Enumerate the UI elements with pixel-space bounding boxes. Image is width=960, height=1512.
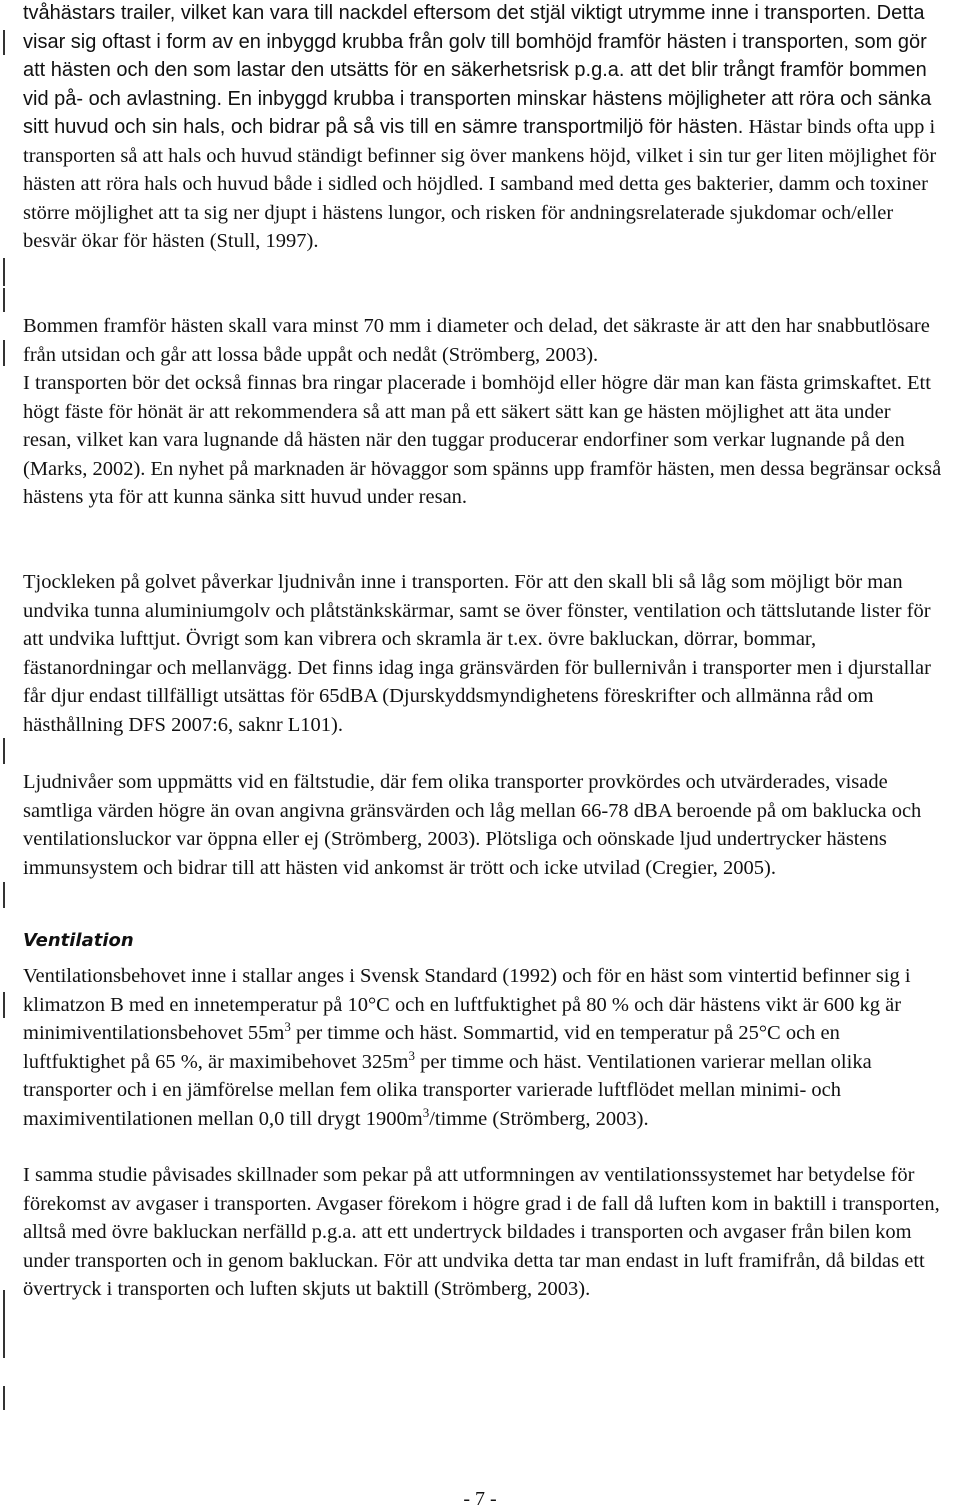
change-bar — [3, 30, 5, 55]
paragraph-crib — [23, 0, 943, 256]
page-number: - 7 - — [463, 1488, 497, 1510]
change-bar — [3, 992, 5, 1018]
change-bar — [3, 258, 5, 286]
change-bar — [3, 340, 5, 366]
change-bar — [3, 1386, 5, 1410]
change-bar — [3, 288, 5, 312]
ventilation-text-3: per timme och häst. Ventilationen varierar mellan olika transporter och i en jämförelse mellan fem olika transporter varierade luftflödet mellan minimi- och maximiventilationen mellan 0,0 till drygt 1900m — [23, 1050, 872, 1130]
paragraph-crib-sans: tvåhästars trailer, vilket kan vara till nackdel eftersom det stjäl viktigt utrymme inne i transporten. Detta visar sig oftast i form av en inbyggd krubba från golv till bomhöjd framför hästen i transporten, som gör att hästen och den som lastar den utsätts för en säkerhetsrisk p.g.a. att det blir trångt framför bommen vid på- och avlastning. En inbyggd krubba i transporten minskar hästens möjligheter att röra och sänka sitt huvud och sin hals, och bidrar på så vis till en sämre transportmiljö för hästen. — [23, 2, 932, 138]
ventilation-text-4: /timme (Strömberg, 2003). — [429, 1107, 649, 1130]
paragraph-bar: Bommen framför hästen skall vara minst 70 mm i diameter och delad, det säkraste är att den har snabbutlösare från utsidan och går att lossa både uppåt och nedåt (Strömberg, 2003). — [23, 315, 930, 366]
paragraph-noise-study: Ljudnivåer som uppmätts vid en fältstudie, där fem olika transporter provkördes och utvärderades, visade samtliga värden högre än ovan angivna gränsvärden och låg mellan 66-78 dBA beroende på om baklucka och ventilationsluckor var öppna eller ej (Strömberg, 2003). Plötsliga och oönskade ljud undertrycker hästens immunsystem och bidrar till att hästen vid ankomst är trött och icke utvilad (Cregier, 2005). — [23, 771, 922, 879]
ventilation-text-1: Ventilationsbehovet inne i stallar anges i Svensk Standard (1992) och för en häst som vintertid befinner sig i klimatzon B med en innetemperatur på 10°C och en luftfuktighet på 80 % och där hästens vikt är 600 kg är minimiventilationsbehovet 55m — [23, 965, 911, 1044]
section-heading-ventilation: Ventilation — [23, 930, 134, 951]
paragraph-ventilation-need — [23, 962, 943, 1133]
superscript: 3 — [284, 1019, 291, 1034]
change-bar — [3, 882, 5, 908]
superscript: 3 — [422, 1104, 430, 1120]
paragraph-floor-noise: Tjockleken på golvet påverkar ljudnivån inne i transporten. För att den skall bli så låg som möjligt bör man undvika tunna aluminiumgolv och plåtstänkskärmar, samt se över fönster, ventilation och tättslutande lister för att undvika lufttjut. Övrigt som kan vibrera och skramla är t.ex. övre bakluckan, dörrar, bommar, fästanordningar och mellanvägg. Det finns idag inga gränsvärden för bullernivån i transporter men i djurstallar får djur endast tillfälligt utsättas för 65dBA (Djurskyddsmyndighetens föreskrifter och allmänna råd om hästhållning DFS 2007:6, saknr L101). — [23, 571, 931, 736]
change-bar — [3, 1290, 5, 1358]
paragraph-crib-serif: Hästar binds ofta upp i transporten så att hals och huvud ständigt befinner sig över mankens höjd, vilket i sin tur ger liten möjlighet för hästen att röra hals och huvud både i sidled och höjdled. I samband med detta ges bakterier, damm och toxiner större möjlighet att ta sig ner djupt i hästens lungor, och risken för andningsrelaterade sjukdomar och/eller besvär ökar för hästen (Stull, 1997). — [23, 116, 937, 252]
paragraph-exhaust: I samma studie påvisades skillnader som pekar på att utformningen av ventilationssystemet har betydelse för förekomst av avgaser i transporten. Avgaser förekom i högre grad i de fall då luften kom in baktill i transporten, alltså med övre bakluckan nerfälld p.g.a. att ett undertryck bildades i transporten och avgaser från bilen kom under transporten och in genom bakluckan. För att undvika detta tar man endast in luft framifrån, då bildas ett övertryck i transporten och luften skjuts ut baktill (Strömberg, 2003). — [23, 1164, 940, 1300]
paragraph-rings: I transporten bör det också finnas bra ringar placerade i bomhöjd eller högre där man kan fästa grimskaftet. Ett högt fäste för hönät är att rekommendera så att man på ett säkert sätt kan ge hästen möjlighet att äta under resan, vilket kan vara lugnande då hästen när den tuggar producerar endorfiner som verkar lugnande på den (Marks, 2002). En nyhet på marknaden är hövaggor som spänns upp framför hästen, men dessa begränsar också hästens yta för att kunna sänka sitt huvud under resan. — [23, 372, 942, 508]
superscript: 3 — [408, 1047, 415, 1063]
change-bar — [3, 738, 5, 764]
ventilation-text-2: per timme och häst. Sommartid, vid en temperatur på 25°C och en luftfuktighet på 65 %, är maximibehovet 325m — [23, 1022, 840, 1073]
